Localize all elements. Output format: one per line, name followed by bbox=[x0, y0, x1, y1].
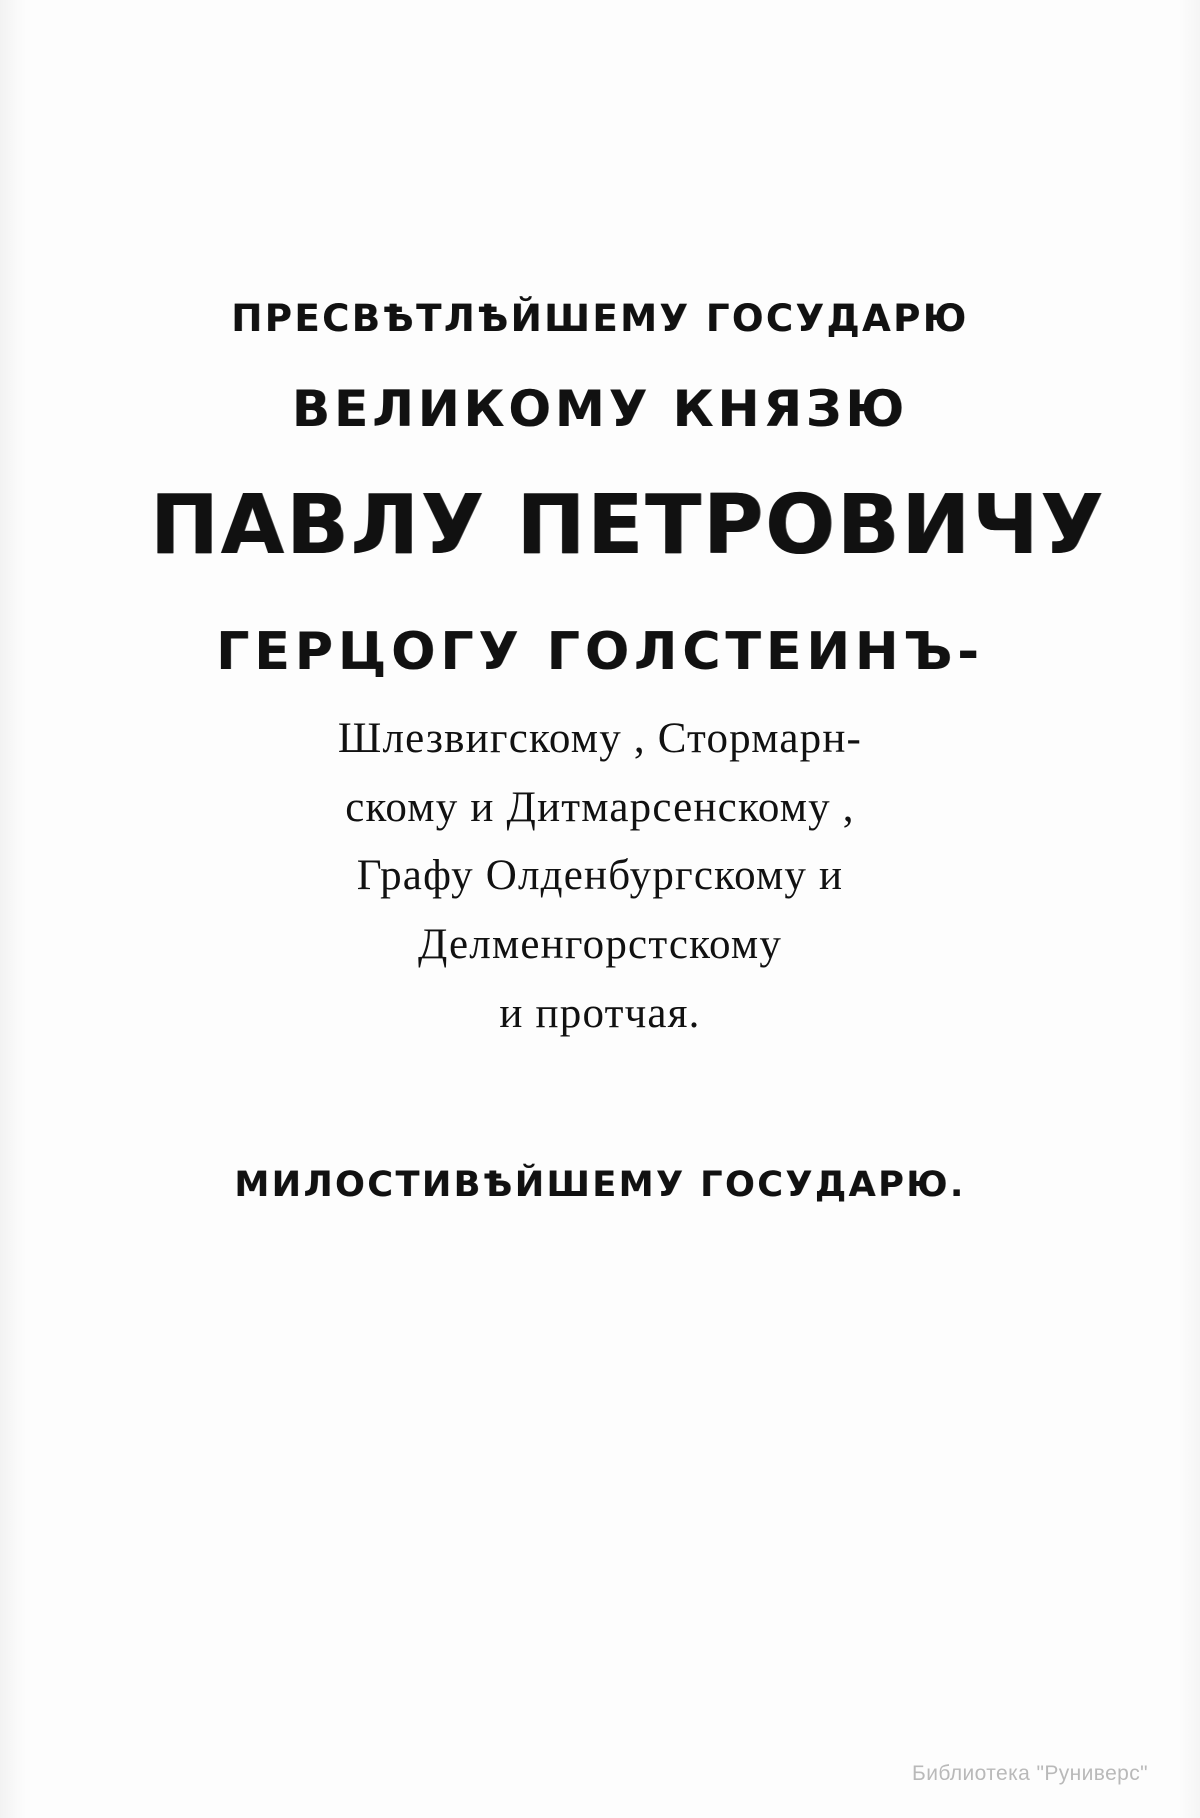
dedication-text-block bbox=[150, 297, 1106, 1206]
dedication-line-3-name: ПАВЛУ ПЕТРОВИЧУ bbox=[150, 478, 1106, 574]
dedication-line-6: скому и Дитмарсенскому , bbox=[345, 783, 855, 831]
dedication-line-4-title: ГЕРЦОГУ ГОЛСТЕИНЪ- bbox=[216, 622, 984, 683]
dedication-line-1: ПРЕСВѢТЛѢЙШЕМУ ГОСУДАРЮ bbox=[231, 297, 969, 340]
dedication-line-8: Делменгорстскому bbox=[417, 920, 783, 968]
library-watermark: Библиотека "Руниверс" bbox=[912, 1762, 1148, 1785]
dedication-line-5: Шлезвигскому , Стормарн- bbox=[337, 714, 863, 762]
dedication-line-7: Графу Олденбургскому и bbox=[356, 852, 844, 900]
dedication-line-9: и протчая. bbox=[499, 989, 701, 1037]
dedication-line-10-closing: МИЛОСТИВѢЙШЕМУ ГОСУДАРЮ. bbox=[234, 1165, 966, 1206]
dedication-line-2: ВЕЛИКОМУ КНЯЗЮ bbox=[291, 379, 909, 438]
